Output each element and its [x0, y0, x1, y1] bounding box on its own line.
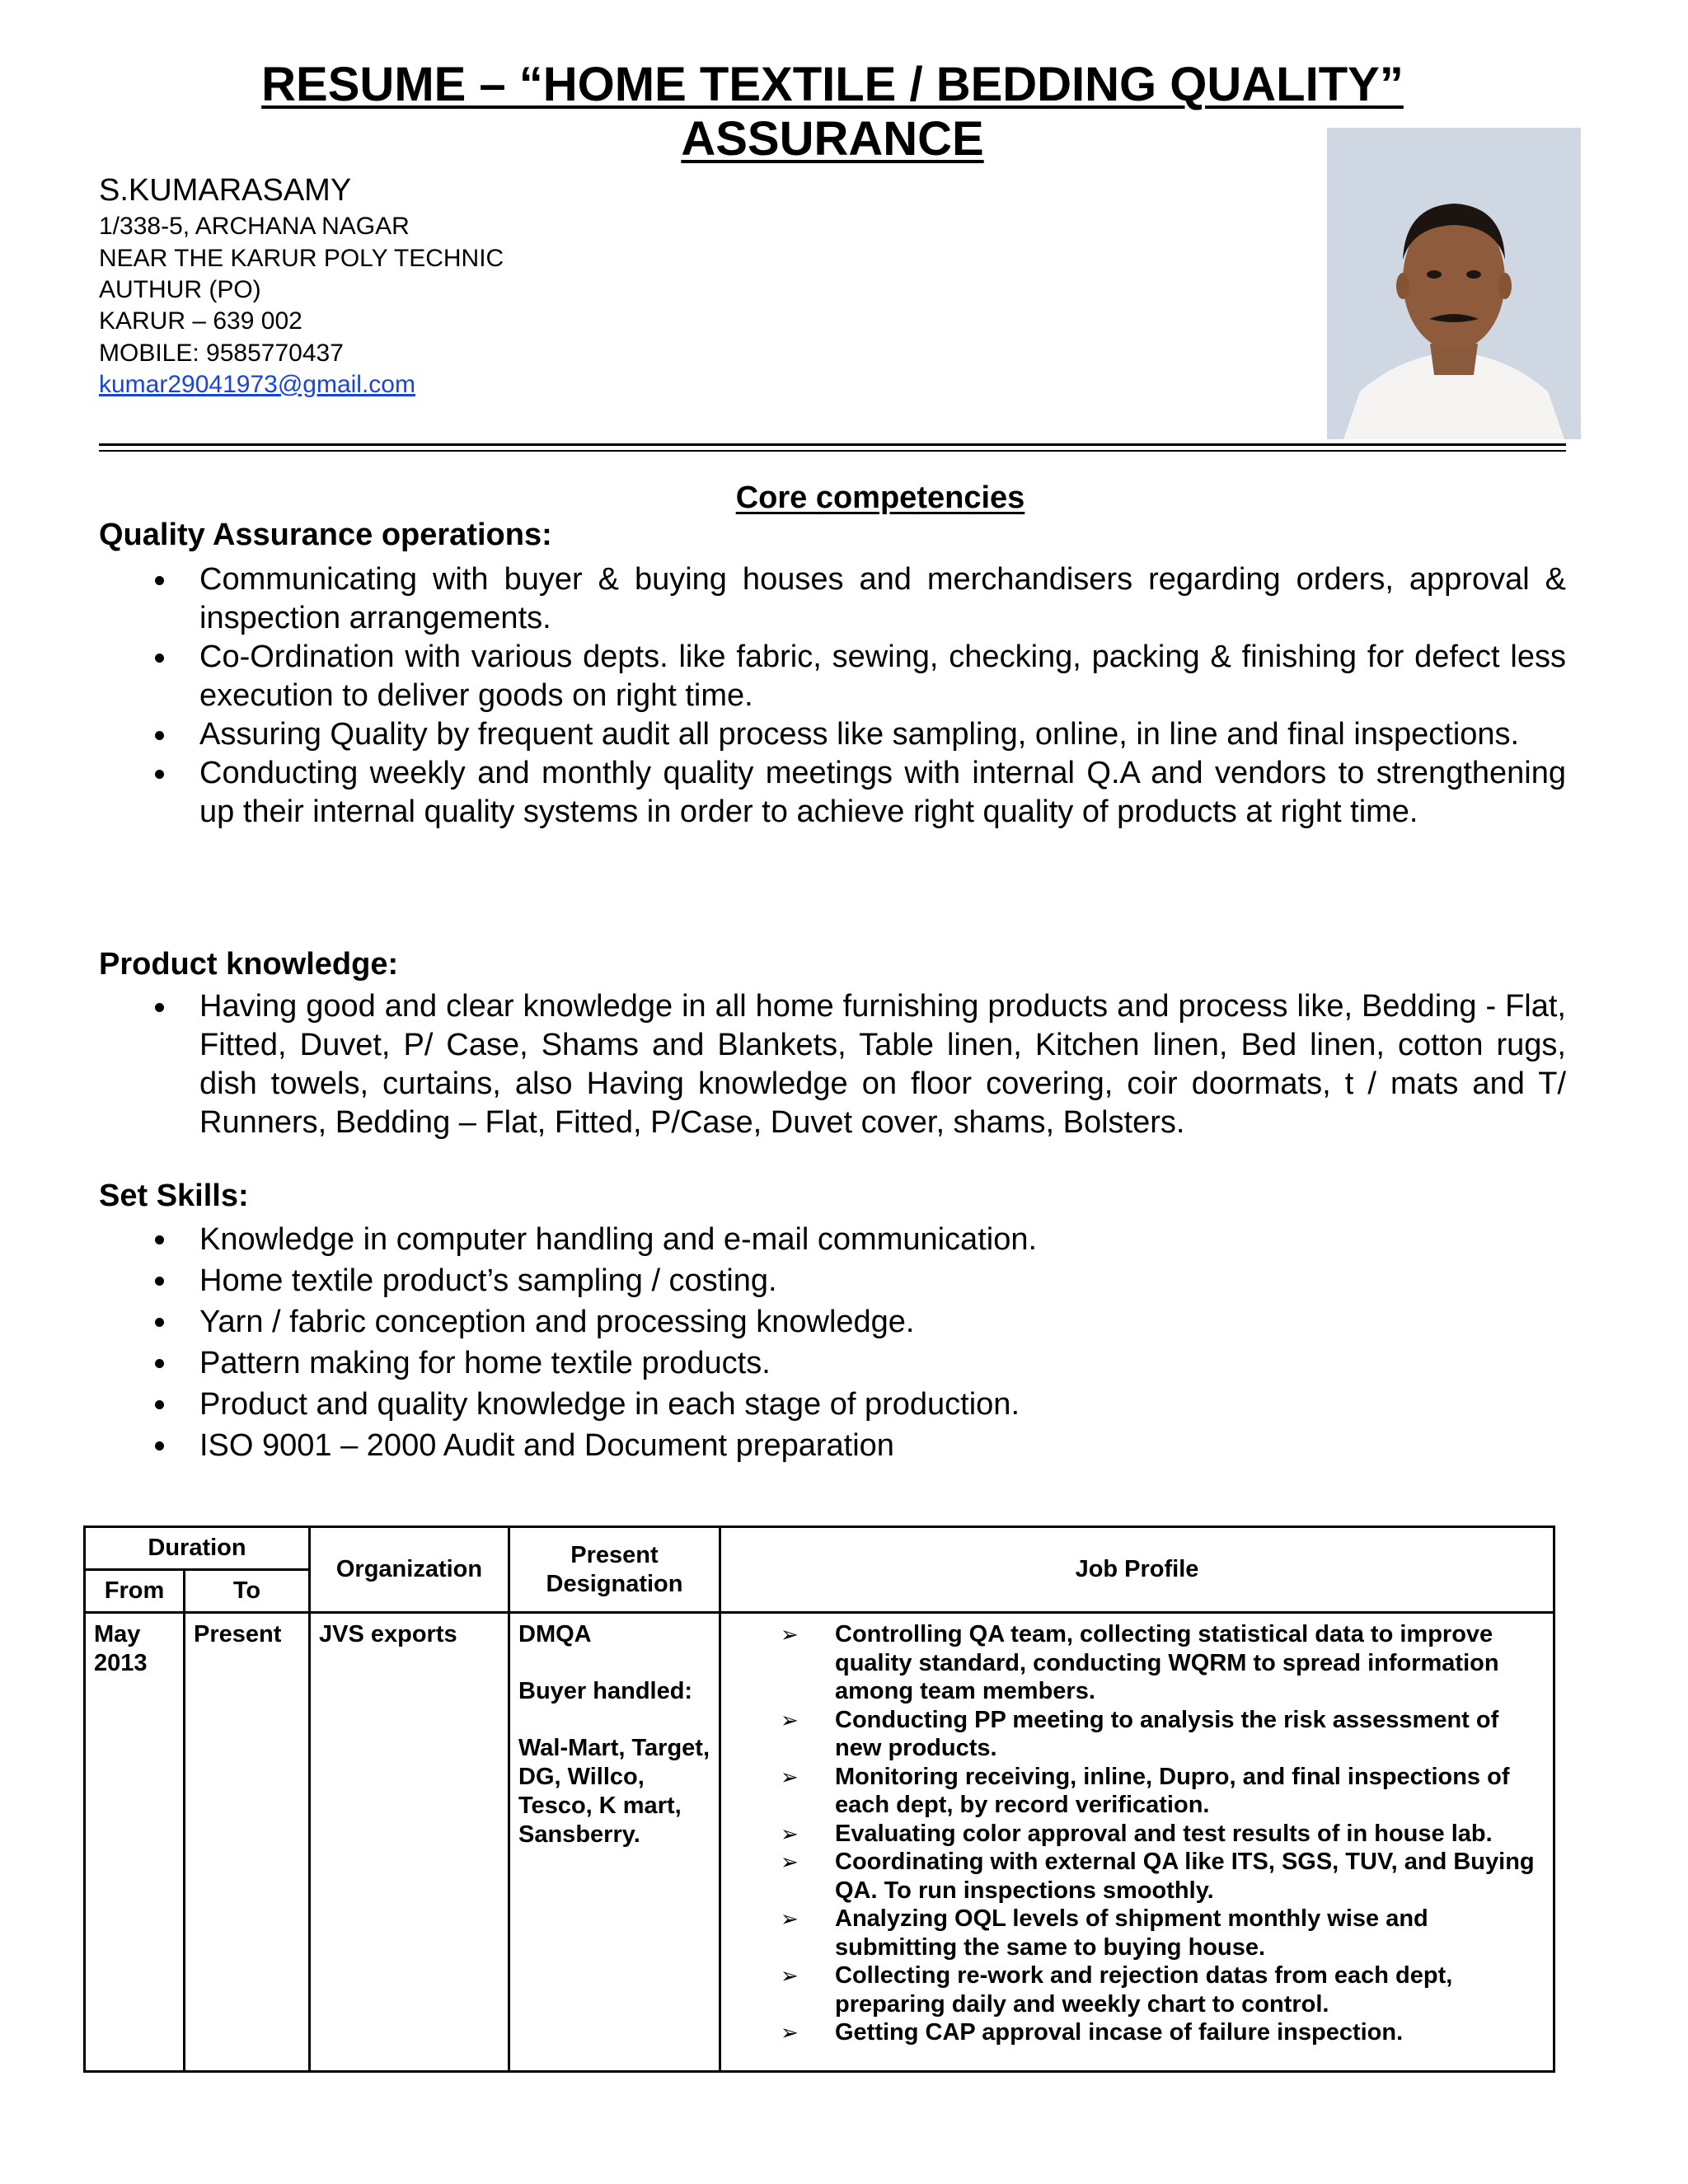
- list-item: ➢ Monitoring receiving, inline, Dupro, and final inspections of each dept, by record verification.: [721, 1763, 1553, 1820]
- job-profile-list: [721, 1614, 1553, 2047]
- designation-cell: DMQA: [518, 1621, 592, 1647]
- table-row: [85, 1613, 1554, 2072]
- list-item: Pattern making for home textile products.: [148, 1343, 1566, 1384]
- resume-title-line1: RESUME – “HOME TEXTILE / BEDDING QUALITY”: [261, 58, 1404, 111]
- list-item: Conducting weekly and monthly quality meetings with internal Q.A and vendors to strengthening up their internal quality systems in order to achieve right quality of products at right time.: [148, 754, 1566, 832]
- list-item: ISO 9001 – 2000 Audit and Document preparation: [148, 1426, 1566, 1466]
- list-item: Assuring Quality by frequent audit all process like sampling, online, in line and final inspections.: [148, 715, 1566, 754]
- resume-title-line2: ASSURANCE: [681, 112, 984, 166]
- list-item: ➢ Conducting PP meeting to analysis the risk assessment of new products.: [721, 1706, 1553, 1763]
- address-line-3: AUTHUR (PO): [99, 276, 261, 303]
- product-knowledge-list: [148, 987, 1566, 1142]
- header-divider-secondary: [99, 450, 1566, 452]
- portrait-illustration: [1327, 128, 1581, 439]
- candidate-name: S.KUMARASAMY: [99, 173, 352, 208]
- experience-table: [83, 1526, 1555, 2073]
- duration-header: Duration: [85, 1527, 310, 1570]
- from-cell: May 2013: [94, 1621, 148, 1676]
- address-line-1: 1/338-5, ARCHANA NAGAR: [99, 213, 410, 240]
- from-header: From: [85, 1570, 185, 1613]
- list-item: ➢ Collecting re-work and rejection datas from each dept, preparing daily and weekly chart to control.: [721, 1961, 1553, 2018]
- address-line-4: KARUR – 639 002: [99, 307, 302, 335]
- organization-cell: JVS exports: [319, 1621, 457, 1647]
- qa-operations-heading: Quality Assurance operations:: [99, 518, 552, 552]
- set-skills-list: [148, 1220, 1566, 1467]
- list-item: ➢ Evaluating color approval and test results of in house lab.: [721, 1820, 1553, 1849]
- designation-header: Present Designation: [509, 1527, 720, 1613]
- buyer-label: Buyer handled:: [518, 1678, 693, 1704]
- set-skills-heading: Set Skills:: [99, 1179, 249, 1213]
- email-link[interactable]: kumar29041973@gmail.com: [99, 371, 415, 398]
- list-item: Having good and clear knowledge in all home furnishing products and process like, Bedding - Flat, Fitted, Duvet, P/ Case, Shams and Blankets, Table linen, Kitchen linen, Bed linen, cotton rugs, dish towels, curtains, also Having knowledge on floor covering, coir doormats, t / mats and T/ Runners, Bedding – Flat, Fitted, P/Case, Duvet cover, shams, Bolsters.: [148, 987, 1566, 1142]
- list-item: Home textile product’s sampling / costing.: [148, 1261, 1566, 1301]
- list-item: Communicating with buyer & buying houses and merchandisers regarding orders, approval & inspection arrangements.: [148, 560, 1566, 638]
- list-item: Product and quality knowledge in each stage of production.: [148, 1385, 1566, 1425]
- qa-operations-list: [148, 560, 1566, 832]
- list-item: ➢ Getting CAP approval incase of failure inspection.: [721, 2018, 1553, 2047]
- organization-header: Organization: [310, 1527, 509, 1613]
- list-item: Co-Ordination with various depts. like fabric, sewing, checking, packing & finishing for defect less execution to deliver goods on right time.: [148, 638, 1566, 715]
- mobile-number: MOBILE: 9585770437: [99, 340, 344, 367]
- buyers-list: Wal-Mart, Target, DG, Willco, Tesco, K mart, Sansberry.: [518, 1735, 710, 1848]
- candidate-photo: [1327, 128, 1581, 439]
- list-item: Knowledge in computer handling and e-mail communication.: [148, 1220, 1566, 1260]
- to-cell: Present: [194, 1621, 282, 1647]
- to-header: To: [185, 1570, 310, 1613]
- product-knowledge-heading: Product knowledge:: [99, 947, 399, 982]
- list-item: ➢ Coordinating with external QA like ITS, SGS, TUV, and Buying QA. To run inspections smoothly.: [721, 1848, 1553, 1905]
- address-line-2: NEAR THE KARUR POLY TECHNIC: [99, 245, 504, 272]
- job-profile-header: Job Profile: [720, 1527, 1554, 1613]
- list-item: ➢ Analyzing OQL levels of shipment monthly wise and submitting the same to buying house.: [721, 1905, 1553, 1961]
- header-divider: [99, 443, 1566, 446]
- list-item: Yarn / fabric conception and processing knowledge.: [148, 1302, 1566, 1343]
- core-competencies-heading: Core competencies: [735, 480, 1025, 515]
- list-item: ➢ Controlling QA team, collecting statistical data to improve quality standard, conducting WQRM to spread information among team members.: [721, 1620, 1553, 1706]
